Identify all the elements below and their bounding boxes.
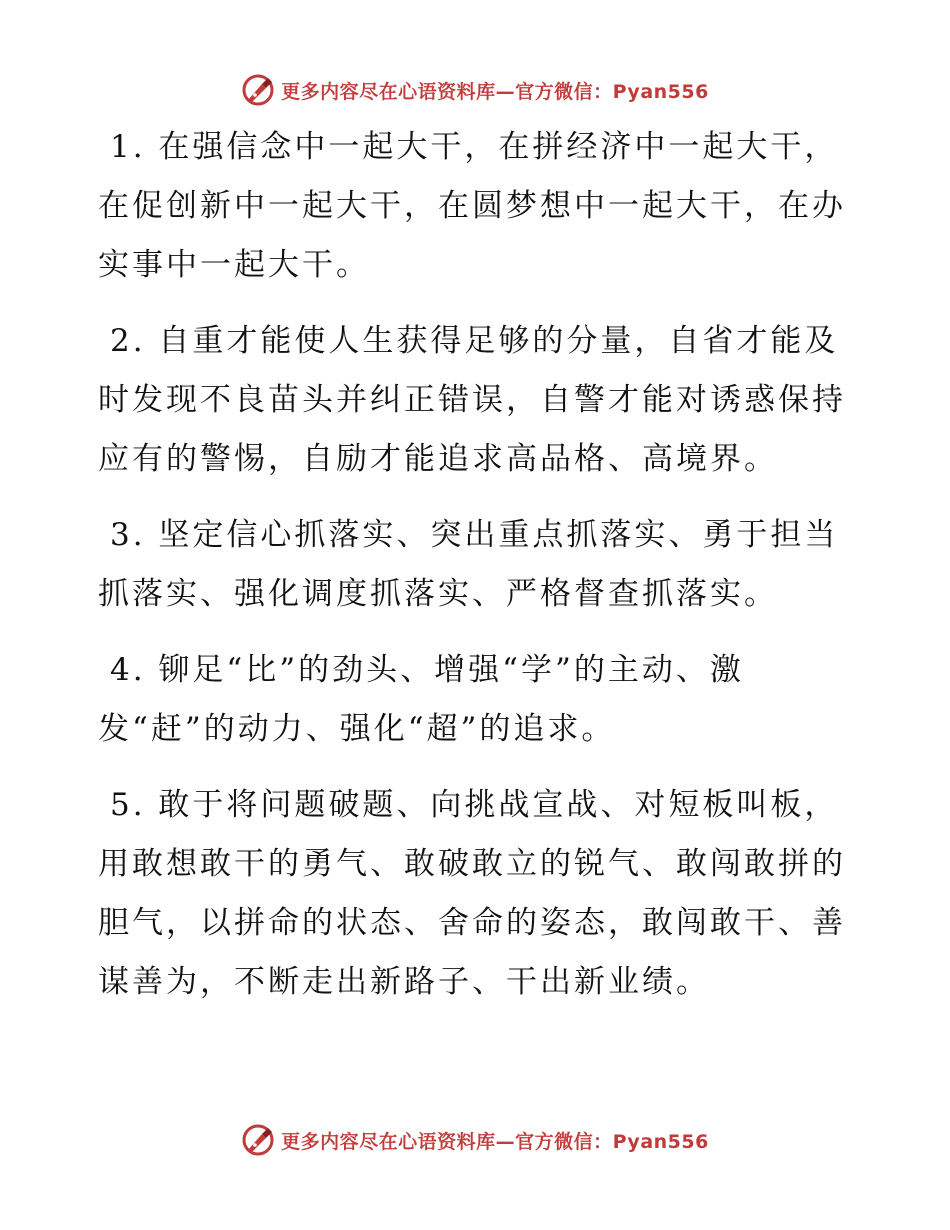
pen-nib-logo-icon	[241, 73, 275, 107]
footer-banner-text: 更多内容尽在心语资料库—官方微信：Pyan556	[281, 1130, 709, 1153]
document-body	[98, 118, 858, 1029]
list-item-5: 5. 敢于将问题破题、向挑战宣战、对短板叫板，用敢想敢干的勇气、敢破敢立的锐气、敢闯敢拼的胆气，以拼命的状态、舍命的姿态，敢闯敢干、善谋善为，不断走出新路子、干出新业绩。	[98, 787, 846, 1000]
list-item-3: 3. 坚定信心抓落实、突出重点抓落实、勇于担当抓落实、强化调度抓落实、严格督查抓落实。	[98, 517, 839, 612]
list-item-4: 4. 铆足“比”的劲头、增强“学”的主动、激发“赶”的动力、强化“超”的追求。	[98, 652, 744, 747]
pen-nib-logo-icon	[241, 1123, 275, 1157]
list-item-2: 2. 自重才能使人生获得足够的分量，自省才能及时发现不良苗头并纠正错误，自警才能对诱惑保持应有的警惕，自励才能追求高品格、高境界。	[98, 323, 846, 477]
footer-banner	[0, 1120, 950, 1160]
header-banner-text: 更多内容尽在心语资料库—官方微信：Pyan556	[281, 80, 709, 103]
list-item-1: 1. 在强信念中一起大干，在拼经济中一起大干，在促创新中一起大干，在圆梦想中一起大干，在办实事中一起大干。	[98, 129, 846, 283]
header-banner	[0, 70, 950, 110]
